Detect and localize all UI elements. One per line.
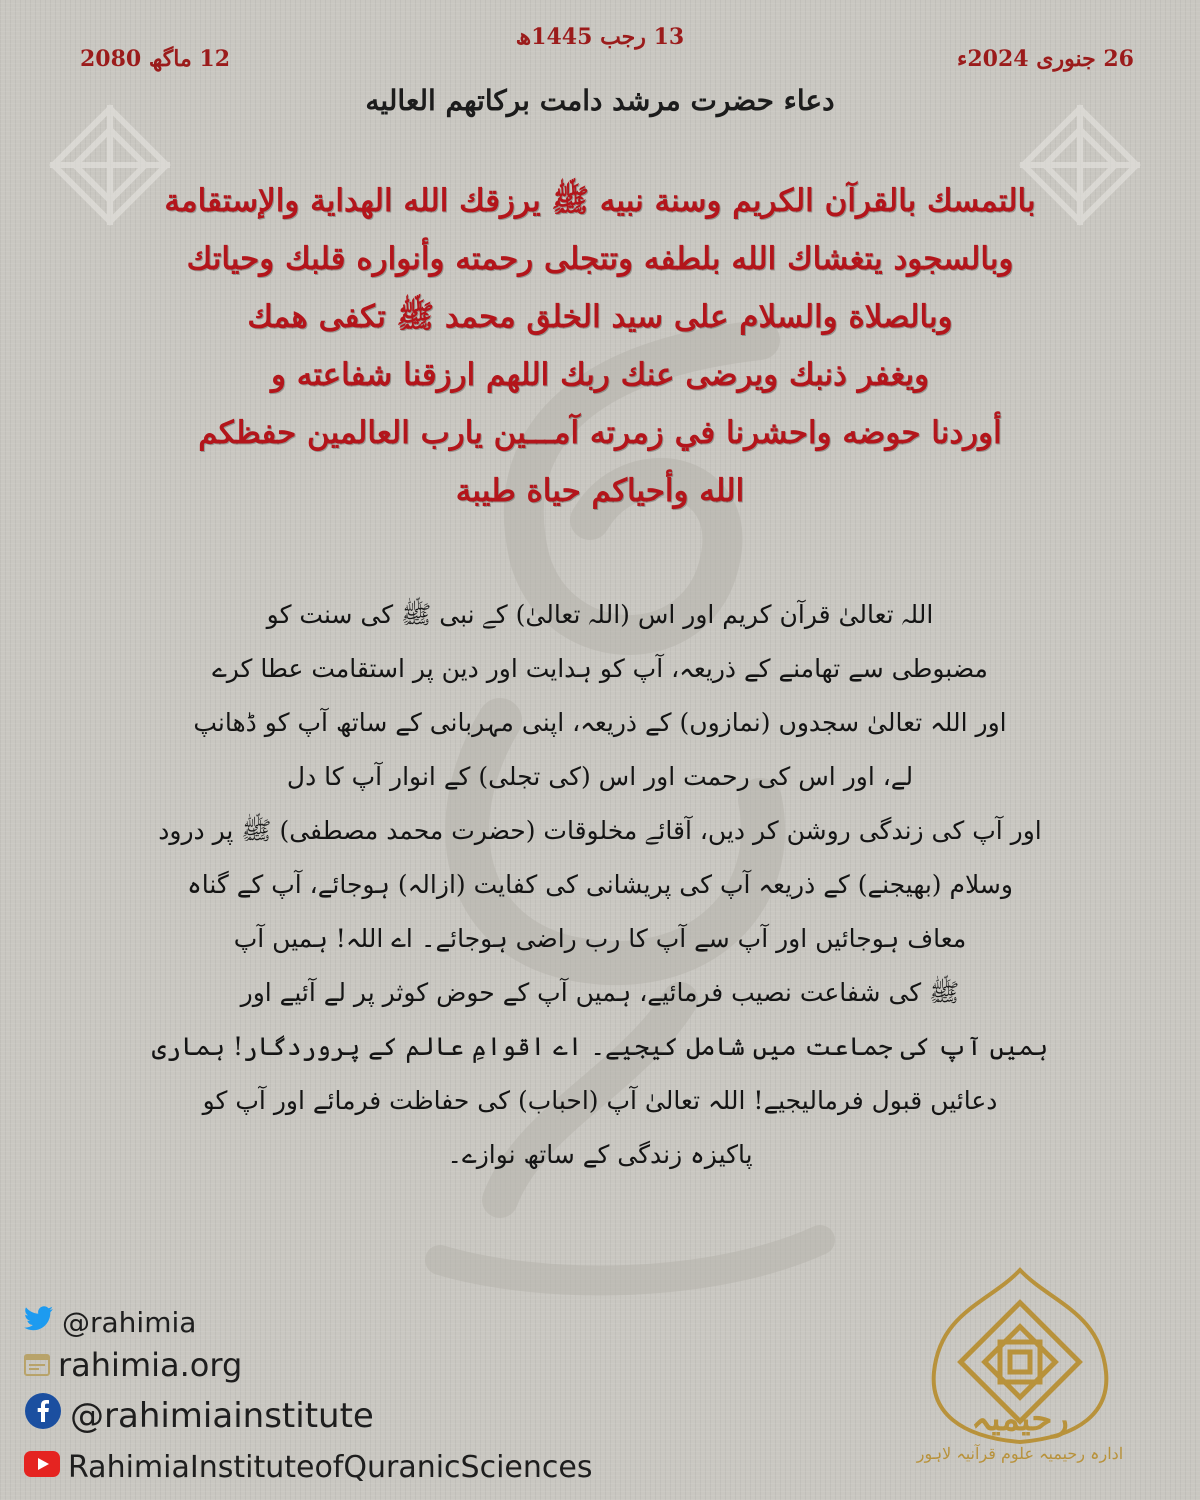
urdu-line: اور اللہ تعالیٰ سجدوں (نمازوں) کے ذریعہ، اپنی مہربانی کے ساتھ آپ کو ڈھانپ	[193, 708, 1007, 737]
facebook-handle: @rahimiainstitute	[70, 1395, 374, 1436]
arabic-line: وبالصلاة والسلام على سيد الخلق محمد ﷺ تكفى همك	[247, 299, 953, 335]
arabic-line: وبالسجود يتغشاك الله بلطفه وتتجلى رحمته وأنواره قلبك وحياتك	[186, 241, 1014, 277]
prayer-heading: دعاء حضرت مرشد دامت برکاتهم العاليه	[365, 84, 835, 117]
urdu-line: دعائیں قبول فرمالیجیے! اللہ تعالیٰ آپ (احباب) کی حفاظت فرمائے اور آپ کو	[202, 1086, 998, 1115]
arabic-line: الله وأحياكم حياة طيبة	[455, 473, 745, 509]
logo-name: رحیمیہ	[971, 1399, 1069, 1439]
urdu-line: ہمیں آپ کی جماعت میں شامل کیجیے۔ اے اقوامِ عالم کے پروردگار! ہماری	[151, 1032, 1049, 1061]
urdu-line: ﷺ کی شفاعت نصیب فرمائیے، ہمیں آپ کے حوض کوثر پر لے آئیے اور	[240, 978, 960, 1007]
urdu-line: اور آپ کی زندگی روشن کر دیں، آقائے مخلوقات (حضرت محمد مصطفی) ﷺ پر درود	[158, 816, 1042, 845]
urdu-line: لے، اور اس کی رحمت اور اس (کی تجلی) کے انوار آپ کا دل	[286, 762, 914, 791]
urdu-translation	[150, 588, 1050, 1182]
social-website[interactable]	[24, 1346, 242, 1384]
website-url: rahimia.org	[58, 1346, 243, 1384]
arabic-line: ويغفر ذنبك ويرضى عنك ربك اللهم ارزقنا شفاعته و	[270, 357, 930, 393]
urdu-line: اللہ تعالیٰ قرآن کریم اور اس (اللہ تعالیٰ) کے نبی ﷺ کی سنت کو	[266, 600, 934, 629]
web-icon	[24, 1346, 50, 1384]
twitter-handle: @rahimia	[62, 1306, 197, 1339]
date-bikrami: 12 ماگھ 2080	[80, 46, 231, 72]
arabic-prayer	[60, 172, 1140, 520]
urdu-line: مضبوطی سے تھامنے کے ذریعہ، آپ کو ہدایت اور دین پر استقامت عطا کرے	[212, 654, 988, 683]
arabic-line: بالتمسك بالقرآن الكريم وسنة نبيه ﷺ يرزقك الله الهداية والإستقامة	[164, 183, 1036, 219]
logo-subtitle: ادارہ رحیمیہ علوم قرآنیہ لاہور	[916, 1444, 1124, 1463]
social-twitter[interactable]	[24, 1306, 196, 1339]
arabic-line: أوردنا حوضه واحشرنا في زمرته آمـــين يارب العالمين حفظكم	[198, 415, 1002, 451]
urdu-line: معاف ہوجائیں اور آپ سے آپ کا رب راضی ہوجائے۔ اے اللہ! ہمیں آپ	[233, 924, 967, 953]
date-gregorian: 26 جنوری 2024ء	[957, 46, 1134, 72]
date-hijri: 13 رجب 1445ھ	[515, 24, 685, 50]
youtube-channel: RahimiaInstituteofQuranicSciences	[68, 1450, 593, 1485]
twitter-icon	[24, 1306, 54, 1339]
social-facebook[interactable]	[24, 1392, 374, 1439]
social-youtube[interactable]	[24, 1450, 592, 1485]
facebook-icon	[24, 1392, 62, 1439]
youtube-icon	[24, 1450, 60, 1485]
urdu-line: پاکیزہ زندگی کے ساتھ نوازے۔	[447, 1140, 753, 1169]
urdu-line: وسلام (بھیجنے) کے ذریعہ آپ کی پریشانی کی کفایت (ازالہ) ہوجائے، آپ کے گناہ	[187, 870, 1013, 899]
